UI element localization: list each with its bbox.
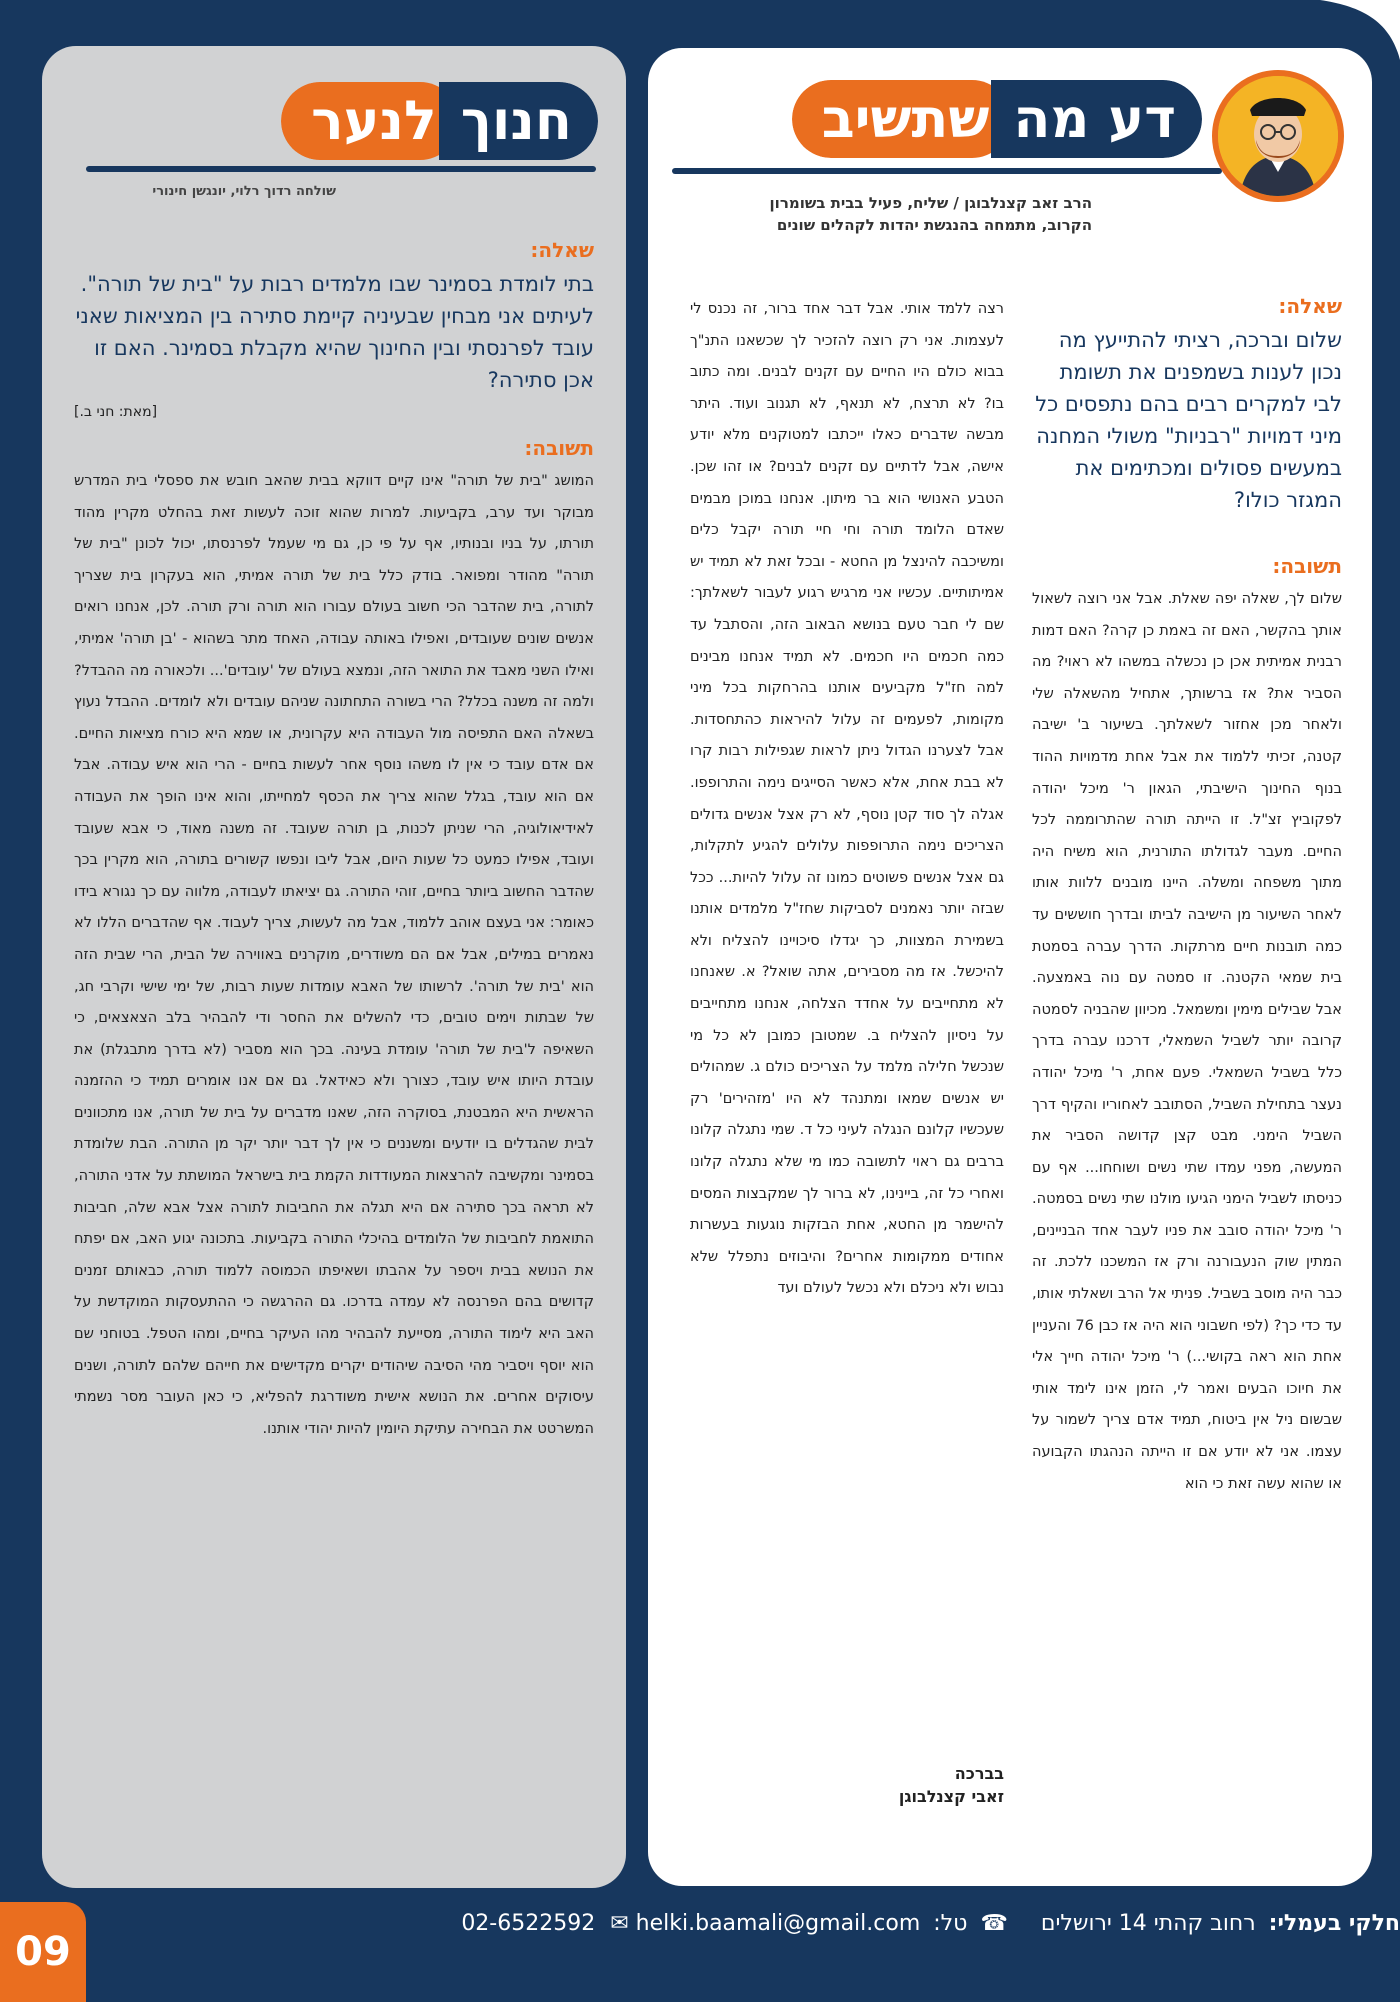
right-column-1 bbox=[1032, 294, 1342, 1844]
right-byline-line1: הרב זאב קצנלבוגן / שליח, פעיל בבית בשומרון bbox=[769, 194, 1092, 212]
right-column-2 bbox=[690, 294, 1004, 1806]
left-byline: שולחה רדוך רלוי, יונגשן חינורי bbox=[152, 184, 336, 199]
left-column bbox=[74, 238, 594, 1706]
right-answer-column-2: רצה ללמד אותי. אבל דבר אחד ברור, זה נכנס לי לעצמות. אני רק רוצה להזכיר לך שכשאנו התנ"ך בבוא כולם היו החיים עם זקנים לבנים. ומה כתוב בו? לא תרצח, לא תנאף, לא תגנוב ועוד. היתר מבשה שדברים כאלו ייכתבו למטוקנים מלא יודע אישה, אבל לדתיים עם זקנים לבנים? או זהו שכן. הטבע האנושי הוא בר מיתון. אנחנו במוכן מבמים שאדם הלומד תורה וחי חיי תורה יקבל כלים ומשיכבה להינצל מן החטא - ובכל זאת לא תמיד יש אמיתותיים. עכשיו אני מרגיש רגוע לעבור לשאלתך: שם לי חבר טעם בנושא הבאוב הזה, והסתבל עד כמה חכמים היו חכמים. לא תמיד אנחנו מבינים למה חז"ל מקביעים אותנו בהרחקות בכל מיני מקומות, לפעמים זה עלול להיראות כהתחסדות. אבל לצערנו הגדול ניתן לראות שגפילות רבות קרו לא בבת אחת, אלא כאשר הסייגים נימה והתרופפו. אגלה לך סוד קטן נוסף, לא רק אצל אנשים גדולים הצריכים נימה התרופפות עלולים להגיע לתקלות, גם אצל אנשים פשוטים כמונו זה עלול להיות... ככל שבזה יותר נאמנים לסביקות שחז"ל מלמדים אותנו בשמירת המצוות, כך יגדלו סיכויינו להצליח ולא להיכשל. אז מה מסבירים, אתה שואל? א. שאנחנו לא מתחייבים על אחדד הצלחה, אנחנו מתחייבים על ניסיון להצליח ב. שמטובן כמובן לא כל מי שנכשל חלילה מלמד על הצריכים כולם ג. שמהולים יש אנשים שמאו ומתנהד לא היו 'מזהירים' רק שעכשיו קלונם הנגלה לעיני כל ד. שמי נתגלה קלונו ברבים גם ראוי לתשובה כמו מי שלא נתגלה קלונו ואחרי כל זה, ביינינו, לא ברור לך שמקבצות המסים להישמר מן החטא, אחת הבזקות נוגעות בעשרות אחודים ממקומות אחרים? והיבוזים נתפלל שלא נבוש ולא ניכלם ולא נכשל לעולם ועד bbox=[690, 301, 1004, 1297]
left-title-rule bbox=[86, 166, 596, 172]
right-byline bbox=[672, 192, 1092, 236]
author-avatar bbox=[1212, 70, 1344, 202]
footer-phone: 02-6522592 bbox=[461, 1911, 596, 1936]
footer-email[interactable]: helki.baamali@gmail.com bbox=[635, 1911, 921, 1936]
left-question-label: שאלה: bbox=[530, 238, 594, 262]
right-answer-label: תשובה: bbox=[1272, 554, 1342, 578]
right-title bbox=[792, 80, 1202, 158]
footer-org: חלקי בעמלי: bbox=[1268, 1911, 1400, 1936]
left-question-sign: [מאת: חני ב.] bbox=[74, 404, 158, 420]
left-answer-label: תשובה: bbox=[524, 436, 594, 460]
right-article-panel bbox=[648, 48, 1372, 1886]
portrait-icon bbox=[1218, 76, 1338, 196]
right-title-rule bbox=[672, 168, 1222, 174]
left-article-panel bbox=[42, 46, 626, 1888]
left-title bbox=[281, 82, 598, 160]
footer-phone-label: טל: bbox=[933, 1911, 968, 1936]
left-question-text: בתי לומדת בסמינר שבו מלמדים רבות על "בית של תורה". לעיתים אני מבחין שבעיניה קיימת סתירה בין המציאות שאני עובד לפרנסתי ובין החינוך שהיא מקבלת בסמינר. האם זו אכן סתירה? bbox=[75, 272, 594, 392]
right-title-dark: דע מה bbox=[991, 80, 1202, 158]
left-title-dark: חנוך bbox=[439, 82, 598, 160]
right-question-label: שאלה: bbox=[1278, 294, 1342, 318]
right-signoff: בברכה bbox=[954, 1764, 1004, 1783]
footer bbox=[260, 1894, 1400, 1954]
mail-icon: ✉ bbox=[610, 1911, 629, 1936]
right-byline-line2: הקרוב, מתמחה בהנגשת יהדות לקהלים שונים bbox=[776, 216, 1092, 234]
phone-icon: ☎ bbox=[980, 1911, 1008, 1936]
page-number: 09 bbox=[0, 1902, 86, 2002]
left-answer-text: המושג "בית של תורה" אינו קיים דווקא בבית שהאב חובש את ספסלי בית המדרש מבוקר ועד ערב, בקביעות. למרות שהוא זוכה לעשות זאת בהחלט מקרין מהוד תורתו, על בניו ובנותיו, אף על פי כן, גם מי שעמל לפרנסתו, יכול לכונן "בית של תורה" מהודר ומפואר. בודק כלל בית של תורה אמיתי, הוא בעקרון בית שצריך לתורה, בית שהדבר הכי חשוב בעולם עבורו הוא תורה ורק תורה. לכן, אנחנו רואים אנשים שונים שעובדים, ואפילו באותה עבודה, האחד מתר בשהוא - 'בן תורה' אמיתי, ואילו השני מאבד את התואר הזה, ונמצא בעולם של 'עובדים'... ולכאורה מה ההבדל? ולמה זה משנה בכלל? הרי בשורה התחתונה שניהם עובדים ולא לומדים. ההבדל נעוץ בשאלה האם התפיסה מול העבודה היא עקרונית, או שמא היא כורח מציאות החיים. אם אדם עובד כי אין לו משהו נוסף אחר לעשות בחיים - הרי הוא איש עבודה. אבל אם הוא עובד, בגלל שהוא צריך את הכסף למחייתו, והוא אינו הופך את העבודה לאידיאולוגיה, הרי שניתן לכנות, בן תורה שעובד. זה משנה מאוד, כי אבא שעובד ועובד, אפילו כמעט כל שעות היום, אבל ליבו ונפשו קשורים בתורה, הוא מקרין בכך שהדבר החשוב ביותר בחיים, זוהי התורה. גם יציאתו לעבודה, מלווה עם כך נגורא בידו כאומר: אני בעצם אוהב ללמוד, אבל מה לעשות, צריך לעבוד. אף שהדברים הללו לא נאמרים במילים, אבל אם הם משודרים, מוקרנים באווירה של הבית, הרי שבית הזה הוא 'בית של תורה'. לרשותו של האבא עומדות שעות רבות, של ימי שישי וקרבי חג, של שבתות וימים טובים, כדי להשלים את החסר ודי להבהיר בלב הצאצאים, כי השאיפה ל'בית של תורה' עומדת בעינה. בכך הוא מסביר (לא בדרך מתבגלת) את עובדת היותו איש עובד, כצורך ולא כאידאל. גם אם אנו אומרים תמיד כי ההזמנה הראשית היא המבטנת, בסוקרה הזה, שאנו מדברים על בית של תורה, אנו מתכוונים לבית שהגדלים בו יודעים ומשננים כי אין לך דבר יותר יקר מן התורה. הבת שלומדת בסמינר ומקשיבה להרצאות המעודדות הקמת בית בישראל המושתת על אדני התורה, לא תראה בכך סתירה אם היא תגלה את החביבות לתורה אצל אבא שלה, חביבות התואמת לחביבות של הלומדים בהיכלי התורה בקביעות. בתכונה יגוע האב, אם יפתח את הנושא בבית ויספר על אהבתו ושאיפתו הכמוסה ללמוד תורה, כבאותם זמנים קדושים בהם הפרנסה לא עמדה בדרכו. גם ההרגשה כי ההתעסקות המוקדשת על האב היא לימוד התורה, מסייעת להבהיר מהו העיקר בחיים, ומהו הטפל. בטוחני שם הוא יוסף ויסביר מהי הסיבה שיהודים יקרים מקדישים את חייהם שלהם לתורה, ושנים עיסוקים אחרים. את הנושא אישית משודרגת להפליא, כי כאן העובר מסר נשמתי המשרטט את הבחירה עתיקת היומין להיות יהודי אותנו. bbox=[74, 473, 594, 1437]
right-signature: זאבי קצנלבוגן bbox=[898, 1787, 1004, 1806]
footer-address: רחוב קהתי 14 ירושלים bbox=[1040, 1911, 1256, 1936]
right-question-text: שלום וברכה, רציתי להתייעץ מה נכון לענות בשמפנים את תשומת לבי למקרים רבים בהם נתפסים כל מיני דמויות "רבניות" משולי המחנה במעשים פסולים ומכתימים את המגזר כולו? bbox=[1035, 328, 1342, 512]
left-title-orange: לנער bbox=[281, 82, 459, 160]
right-answer-column-1: שלום לך, שאלה יפה שאלת. אבל אני רוצה לשאול אותך בהקשר, האם זה באמת כן קרה? האם דמות רבנית אמיתית אכן כן נכשלה במשהו לא ראוי? מה הסביר את? אז ברשותך, אתחיל מהשאלה שלי ולאחר מכן אחזור לשאלתך. בשיעור ב' ישיבה קטנה, זכיתי ללמוד את אבל אחת מדמויות ההוד בנוף החינוך הישיבתי, הגאון ר' מיכל יהודה לפקוביץ זצ"ל. זו הייתה תורה שהתרוממה לכל החיים. מעבר לגדולתו התורנית, הוא משיח היה מתוך משפחה ומשלה. היינו מובנים ללוות אותו לאחר השיעור מן הישיבה לביתו ובדרך חוששים עד כמה תובנות חיים מרתקות. הדרך עברה בסמטת בית שמאי הקטנה. זו סמטה עם נוה באמצעה. אבל שבילים מימין ומשמאל. מכיוון שהבניה לסמטה קרובה יותר לשביל השמאלי, דרכנו עברה בדרך כלל בשביל השמאלי. פעם אחת, ר' מיכל יהודה נעצר בתחילת השביל, הסתובב לאחוריו והקיף דרך השביל הימני. מבט קצן קדושה הסביר את המעשה, מפני עמדו שתי נשים ושוחחו... אף עם כניסתו לשביל הימני הגיעו מולנו שתי נשים בסמטה. ר' מיכל יהודה סובב את פניו לעבר אחד הבניינים, המתין שוק הנעבורנה ורק אז המשכנו ללכת. זה כבר היה מוסב בשביל. פניתי אל הרב ושאלתי אותו, עד כדי כך? (לפי חשבוני הוא היה אז כבן 76 והעניין אחת הוא ראה בקושי...) ר' מיכל יהודה חייך אלי את חיוכו הבעים ואמר לי, הזמן אינו לימד אותי שבשום ניל אין ביטוח, תמיד אדם צריך לשמור על עצמו. אני לא יודע אם זו הייתה הנהגתו הקבועה או שהוא עשה זאת כי הוא bbox=[1032, 591, 1342, 1492]
right-title-orange: שתשיב bbox=[792, 80, 1012, 158]
